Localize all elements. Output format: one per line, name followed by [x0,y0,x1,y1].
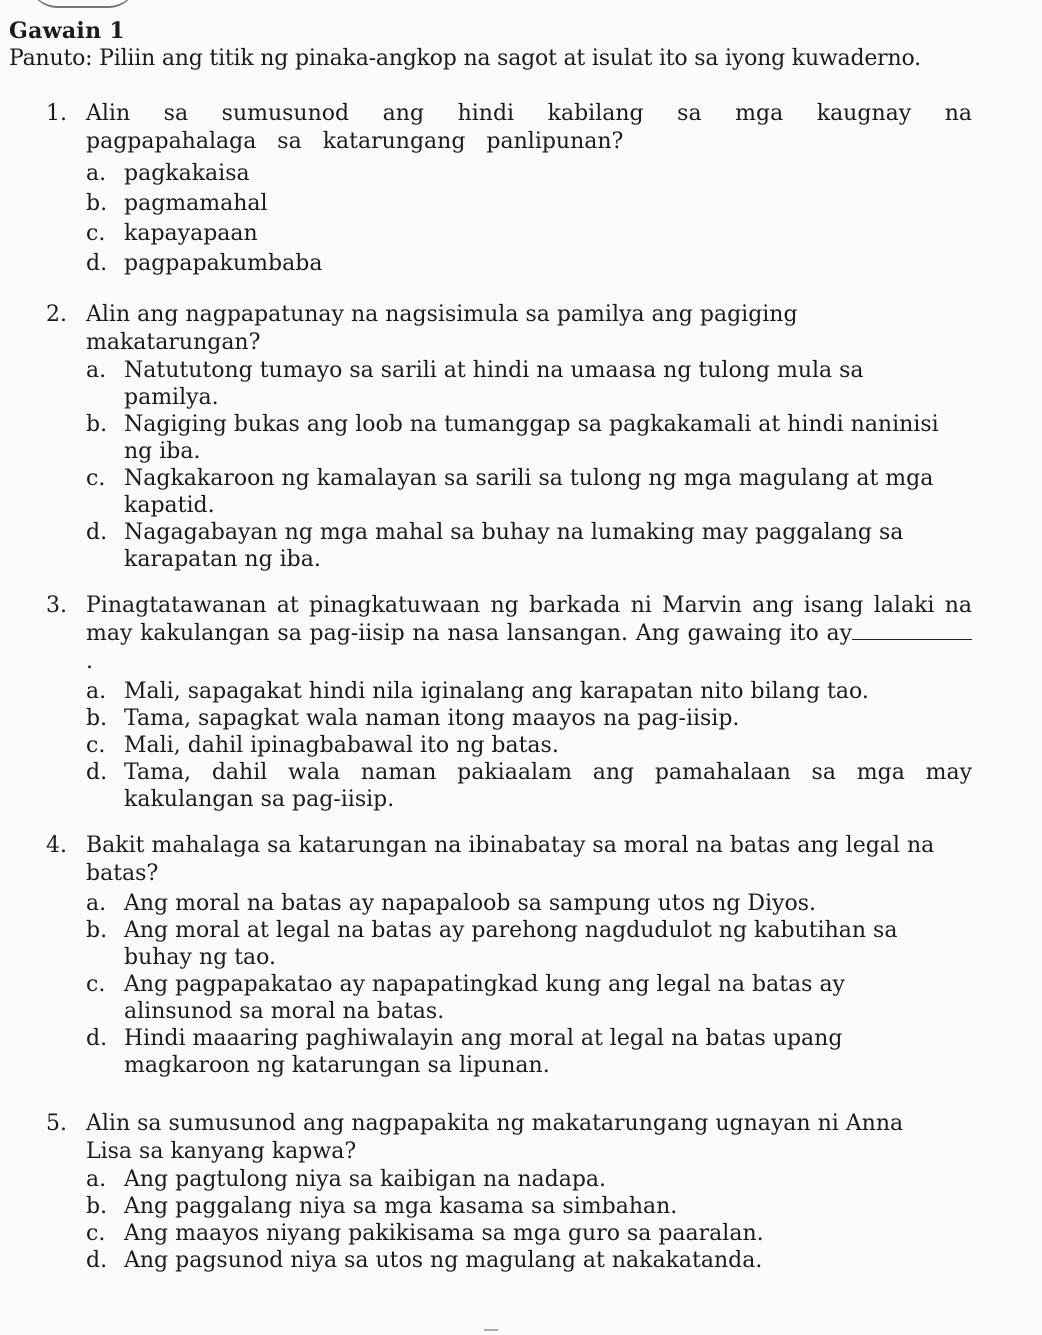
choice-1b: b. pagmamahal [86,191,268,216]
choice-4b: b. Ang moral at legal na batas ay parehong nagdudulot ng kabutihan sa buhay ng tao. [86,918,898,970]
question-2-choices [46,357,972,573]
choice-3b: b. Tama, sapagkat wala naman itong maayos na pag-iisip. [86,706,740,731]
question-number: 1. [46,101,67,126]
question-number: 2. [46,302,67,327]
page-mark [484,1329,498,1331]
question-4 [46,832,972,1079]
question-number: 5. [46,1111,67,1136]
choice-2b: b. Nagiging bukas ang loob na tumanggap sa pagkakamali at hindi naninisi ng iba. [86,412,939,464]
choice-3d: d. Tama, dahil wala naman pakiaalam ang pamahalaan sa mga may kakulangan sa pag-iisip. [86,760,972,812]
question-text: Pinagtatawanan at pinagkatuwaan ng barkada ni Marvin ang isang lalaki na may kakulangan sa pag-iisip na nasa lansangan. Ang gawaing ito ay. [86,593,972,674]
question-text: Alin ang nagpapatunay na nagsisimula sa pamilya ang pagiging makatarungan? [86,302,798,355]
choice-4c: c. Ang pagpapakatao ay napapatingkad kung ang legal na batas ay alinsunod sa moral na batas. [86,972,845,1024]
choice-5b: b. Ang paggalang niya sa mga kasama sa simbahan. [86,1194,678,1219]
choice-1c: c. kapayapaan [86,221,258,246]
choice-4a: a. Ang moral na batas ay napapaloob sa sampung utos ng Diyos. [86,891,817,916]
question-text: Alin sa sumusunod ang hindi kabilang sa mga kaugnay na pagpapahalaga sa katarungang panlipunan? [86,101,972,154]
decorative-arc [28,0,138,8]
question-number: 4. [46,833,67,858]
question-text: Alin sa sumusunod ang nagpapakita ng makatarungang ugnayan ni Anna Lisa sa kanyang kapwa? [86,1111,904,1164]
question-1 [46,100,972,277]
choice-2c: c. Nagkakaroon ng kamalayan sa sarili sa tulong ng mga magulang at mga kapatid. [86,466,934,518]
instructions: Panuto: Piliin ang titik ng pinaka-angkop na sagot at isulat ito sa iyong kuwaderno. [9,46,921,71]
answer-blank [852,621,972,640]
choice-5c: c. Ang maayos niyang pakikisama sa mga guro sa paaralan. [86,1221,764,1246]
question-text: Bakit mahalaga sa katarungan na ibinabatay sa moral na batas ang legal na batas? [86,833,935,886]
question-2 [46,301,846,357]
choice-3c: c. Mali, dahil ipinagbabawal ito ng batas. [86,733,559,758]
choice-2d: d. Nagagabayan ng mga mahal sa buhay na lumaking may paggalang sa karapatan ng iba. [86,520,904,572]
choice-4d: d. Hindi maaaring paghiwalayin ang moral at legal na batas upang magkaroon ng katarungan sa lipunan. [86,1026,843,1078]
choice-1d: d. pagpapakumbaba [86,251,323,276]
question-number: 3. [46,593,67,618]
choice-2a: a. Natututong tumayo sa sarili at hindi na umaasa ng tulong mula sa pamilya. [86,358,864,410]
question-5 [46,1110,946,1274]
choice-3a: a. Mali, sapagakat hindi nila iginalang ang karapatan nito bilang tao. [86,679,869,704]
choice-5a: a. Ang pagtulong niya sa kaibigan na nadapa. [86,1167,607,1192]
activity-title: Gawain 1 [9,18,125,44]
choice-1a: a. pagkakaisa [86,161,250,186]
question-3 [46,592,972,813]
choice-5d: d. Ang pagsunod niya sa utos ng magulang at nakakatanda. [86,1248,763,1273]
